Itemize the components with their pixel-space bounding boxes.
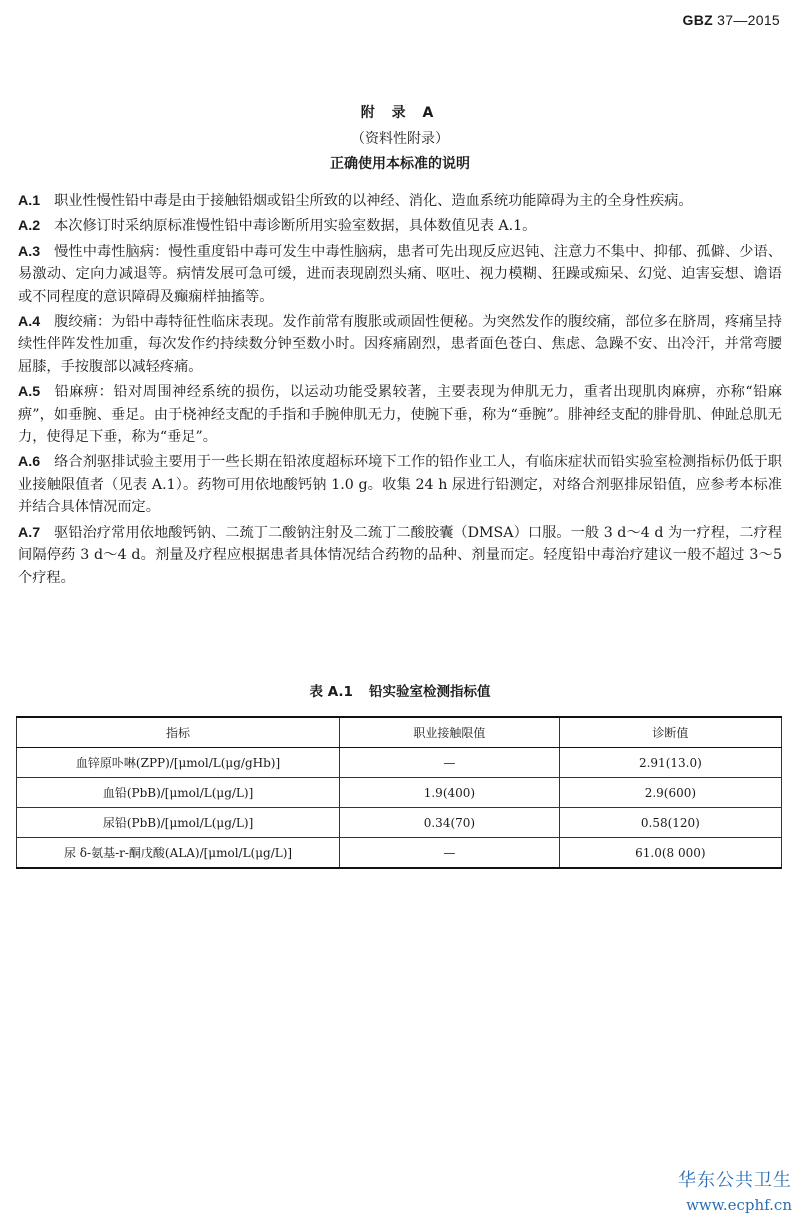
paragraph-text: 铅麻痹：铅对周围神经系统的损伤，以运动功能受累较著，主要表现为伸肌无力，重者出现肌肉麻痹，亦称“铅麻痹”，如垂腕、垂足。由于桡神经支配的手指和手腕伸肌无力，使腕下垂，称为“垂腕”。腓神经支配的腓骨肌、伸趾总肌无力，使得足下垂，称为“垂足”。	[18, 384, 782, 446]
table-row	[17, 778, 782, 808]
paragraph-number: A.6	[18, 454, 41, 471]
paragraph-a2	[18, 215, 782, 237]
watermark	[678, 1166, 792, 1214]
lead-indicator-table	[16, 716, 782, 869]
appendix-title: 附 录 A	[360, 105, 440, 121]
paragraph-number: A.7	[18, 524, 41, 541]
table-cell-exposure-limit: 0.34(70)	[340, 808, 560, 838]
watermark-name: 华东公共卫生	[678, 1170, 792, 1191]
paragraph-a4	[18, 311, 782, 378]
table-cell-indicator: 血铅(PbB)/[μmol/L(μg/L)]	[17, 778, 340, 808]
paragraph-a1	[18, 190, 782, 212]
paragraph-a5	[18, 381, 782, 448]
appendix-nature: （资料性附录）	[351, 131, 449, 147]
paragraph-a3	[18, 241, 782, 308]
table-cell-diagnostic-value: 0.58(120)	[559, 808, 781, 838]
appendix-body	[18, 190, 782, 592]
table-caption-text: 铅实验室检测指标值	[368, 684, 491, 700]
table-cell-diagnostic-value: 2.9(600)	[559, 778, 781, 808]
table-header-exposure-limit: 职业接触限值	[340, 717, 560, 748]
paragraph-text: 驱铅治疗常用依地酸钙钠、二巯丁二酸钠注射及二巯丁二酸胶囊（DMSA）口服。一般 3 d～4 d 为一疗程，二疗程间隔停药 3 d～4 d。剂量及疗程应根据患者具体情况结合药物的品种、剂量而定。轻度铅中毒治疗建议一般不超过 3～5 个疗程。	[18, 524, 782, 586]
table-cell-diagnostic-value: 61.0(8 000)	[559, 838, 781, 869]
paragraph-text: 慢性中毒性脑病：慢性重度铅中毒可发生中毒性脑病，患者可先出现反应迟钝、注意力不集中、抑郁、孤僻、少语、易激动、定向力减退等。病情发展可急可缓，进而表现剧烈头痛、呕吐、视力模糊、狂躁或痴呆、幻觉、迫害妄想、谵语或不同程度的意识障碍及癫痫样抽搐等。	[18, 243, 782, 305]
table-cell-diagnostic-value: 2.91(13.0)	[559, 748, 781, 778]
paragraph-a7	[18, 522, 782, 589]
table-cell-exposure-limit: 1.9(400)	[340, 778, 560, 808]
paragraph-a6	[18, 451, 782, 518]
paragraph-text: 腹绞痛：为铅中毒特征性临床表现。发作前常有腹胀或顽固性便秘。为突然发作的腹绞痛，部位多在脐周，疼痛呈持续性伴阵发性加重，每次发作约持续数分钟至数小时。因疼痛剧烈，患者面色苍白、焦虑、急躁不安、出冷汗，并常弯腰屈膝，手按腹部以减轻疼痛。	[18, 314, 782, 375]
table-cell-indicator: 尿铅(PbB)/[μmol/L(μg/L)]	[17, 808, 340, 838]
standard-code-number: 37—2015	[717, 12, 780, 28]
paragraph-number: A.1	[18, 193, 41, 209]
table-cell-indicator: 尿 δ-氨基-r-酮戊酸(ALA)/[μmol/L(μg/L)]	[17, 838, 340, 869]
table-row	[17, 748, 782, 778]
paragraph-text: 络合剂驱排试验主要用于一些长期在铅浓度超标环境下工作的铅作业工人，有临床症状而铅实验室检测指标仍低于职业接触限值者（见表 A.1）。药物可用依地酸钙钠 1.0 g。收集 24 h 尿进行铅测定，对络合剂驱排尿铅值，应参考本标准并结合具体情况而定。	[18, 454, 782, 516]
paragraph-number: A.5	[18, 384, 41, 401]
appendix-subtitle: 正确使用本标准的说明	[330, 156, 470, 172]
table-header-diagnostic-value: 诊断值	[559, 717, 781, 748]
paragraph-number: A.3	[18, 243, 41, 260]
standard-code	[683, 12, 780, 28]
paragraph-text: 本次修订时采纳原标准慢性铅中毒诊断所用实验室数据，具体数值见表 A.1。	[54, 218, 537, 235]
table-row	[17, 838, 782, 869]
table-cell-indicator: 血锌原卟啉(ZPP)/[μmol/L(μg/gHb)]	[17, 748, 340, 778]
watermark-url[interactable]: www.ecphf.cn	[686, 1196, 792, 1214]
table-header-row	[17, 717, 782, 748]
table-caption-label: 表 A.1	[309, 684, 353, 700]
paragraph-text: 职业性慢性铅中毒是由于接触铅烟或铅尘所致的以神经、消化、造血系统功能障碍为主的全身性疾病。	[54, 193, 693, 209]
table-caption	[0, 680, 800, 700]
table-cell-exposure-limit: —	[340, 748, 560, 778]
table-cell-exposure-limit: —	[340, 838, 560, 869]
table-row	[17, 808, 782, 838]
paragraph-number: A.2	[18, 218, 41, 235]
standard-code-prefix: GBZ	[682, 12, 713, 28]
paragraph-number: A.4	[18, 314, 41, 331]
table-header-indicator: 指标	[17, 717, 340, 748]
